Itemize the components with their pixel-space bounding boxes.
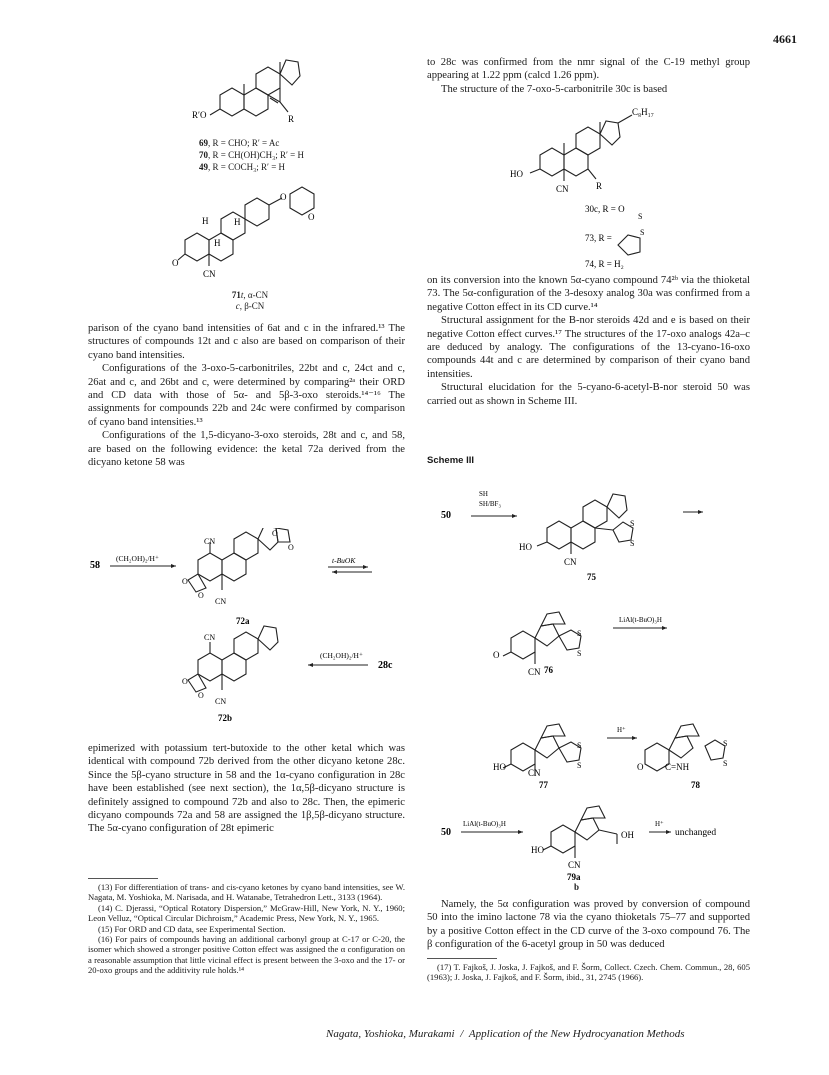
compound-30c-label: 30c, R = O [585,204,625,214]
reagent-label: (CH₂OH)₂/H⁺ [320,651,363,660]
paragraph: Structural assignment for the B-nor steroids 42d and e is based on their negative Cotton effect curves.¹⁷ The structures of the 17-oxo analogs 42a–c are deduced by analogy. The configurations of the 13-cyano-16-oxo compounds 44t and c are determined by comparison of their cyano band intensities. [427,315,750,380]
footnote: (13) For differentiation of trans- and cis-cyano ketones by cyano band intensities, see W. Nagata, M. Yoshioka, M. Narisada, and H. Watanabe, Tetrahedron Lett., 3133 (1964). [88,882,405,903]
footnote: (16) For pairs of compounds having an additional carbonyl group at C-17 or C-20, the isomer which showed a stronger positive Cotton effect was assigned the α configuration on a reasonable assumption that little vicinal effect is present between the 3-oxo and the 17- or 20-oxo groups and the additivity rule holds.¹⁴ [88,934,405,976]
imino-group: C=NH [665,762,690,772]
o-atom: O [637,762,644,772]
right-text-block-2 [427,274,750,408]
s-atom: S [630,519,635,528]
paragraph: to 28c was confirmed from the nmr signal of the C-19 methyl group appearing at 1.22 ppm (calcd 1.26 ppm). [427,57,750,82]
o-atom: O [198,691,204,700]
left-text-block-2 [88,742,405,836]
cn-group: CN [215,697,227,706]
compound-79b-label: b [574,882,580,892]
running-head-authors: Nagata, Yoshioka, Murakami [326,1028,455,1040]
o-atom: O [172,258,179,268]
s-atom: S [723,739,728,748]
ho-group: HO [510,169,523,179]
r-atom: R [288,114,295,124]
o-atom: O [272,529,278,538]
compound-69-label: 69, R = CHO; R′ = Ac [199,138,280,148]
paragraph: Configurations of the 1,5-dicyano-3-oxo steroids, 28t and c, and 58, are based on the following evidence: the ketal 72a derived from the dicyano ketone 58 was [88,430,405,469]
reagent-label: LiAl(t-BuO)₃H [619,616,662,624]
structure-30c-73-74 [500,95,700,280]
compound-71-label: 71t, α-CN [231,290,269,300]
s-atom: S [640,228,645,237]
footnote: (17) T. Fajkoš, J. Joska, J. Fajkoš, and F. Šorm, Collect. Czech. Chem. Commun., 28, 605 (1963); J. Joska, J. Fajkoš, and F. Šorm, ibid., 31, 2745 (1966). [427,962,750,983]
o-atom: O [493,650,500,660]
reagent-label: H⁺ [617,726,626,734]
s-atom: S [723,759,728,768]
unchanged-label: unchanged [675,828,717,838]
cn-group: CN [528,667,541,677]
cn-group: CN [215,597,227,606]
compound-76-label: 76 [544,665,553,675]
h-atom: H [202,216,209,226]
compound-50-label: 50 [441,827,451,838]
page-number: 4661 [773,32,797,46]
paragraph: on its conversion into the known 5α-cyano compound 74²ᵇ via the thioketal 73. The 5α-configuration of the 3-desoxy analog 30a was confirmed from a negative Cotton effect in its CD curve.¹⁴ [427,275,750,313]
structure-69-70-49 [190,40,320,130]
structure-71 [170,178,335,288]
compound-74-label: 74, R = H₂ [585,259,624,269]
footnotes-right [427,962,750,983]
o-atom: O [182,677,188,686]
compound-58-label: 58 [90,560,100,571]
footnote-divider [88,878,158,879]
compound-79a-label: 79a [567,872,581,882]
paragraph: The structure of the 7-oxo-5-carbonitrile 30c is based [441,83,668,95]
o-atom: O [288,543,294,552]
compound-78-label: 78 [691,780,700,790]
scheme-72-ketal [88,528,405,728]
reagent-label: (CH₂OH)₂/H⁺ [116,554,159,563]
s-atom: S [577,629,582,638]
footnote-divider [427,958,497,959]
s-atom: S [630,539,635,548]
footnote: (15) For ORD and CD data, see Experimental Section. [98,923,286,934]
cn-group: CN [528,768,541,778]
reagent-label: t-BuOK [332,556,356,565]
scheme-iii [427,468,750,888]
paragraph: parison of the cyano band intensities of 6at and c in the infrared.¹³ The structures of compounds 12t and c also are based on comparison of their cyano band intensities. [88,323,405,361]
compound-75-label: 75 [587,572,596,582]
o-atom: O [198,591,204,600]
compound-49-label: 49, R = COCH₃; R′ = H [199,162,286,172]
cn-group: CN [568,860,581,870]
s-atom: S [577,761,582,770]
compound-73-label: 73, R = [585,233,612,243]
h-atom: H [234,217,241,227]
compound-50-label: 50 [441,510,451,521]
ho-group: HO [531,845,544,855]
footnote: (14) C. Djerassi, “Optical Rotatory Dispersion,” McGraw-Hill, New York, N. Y., 1960; Leon Velluz, “Optical Circular Dichroism,” Academic Press, New York, N. Y., 1965. [88,902,405,924]
cn-group: CN [204,537,216,546]
s-atom: S [577,649,582,658]
o-atom: O [308,212,315,222]
s-atom: S [638,212,643,221]
right-text-block-3 [427,898,750,952]
r-atom: R [596,181,603,191]
o-atom: O [182,577,188,586]
reagent-label: SH/BF₃ [479,500,501,508]
running-head [326,1028,685,1040]
s-atom: S [577,741,582,750]
compound-72a-label: 72a [236,616,250,626]
oh-group: OH [621,830,634,840]
reagent-label: LiAl(t-BuO)₃H [463,820,506,828]
compound-72b-label: 72b [218,713,233,723]
left-text-block-1 [88,322,405,469]
right-text-block-1 [427,56,750,96]
cn-group: CN [204,633,216,642]
footnotes-left [88,882,405,976]
h-atom: H [214,238,221,248]
reagent-label: H⁺ [655,820,664,828]
compound-71c-label: c, β-CN [235,301,265,311]
ro-atom: R′O [192,110,207,120]
cn-group: CN [564,557,577,567]
c8h17-group: C₈H₁₇ [632,107,654,117]
paragraph: Namely, the 5α configuration was proved by conversion of compound 50 into the imino lactone 78 via the cyano thioketals 75–77 and supported by a positive Cotton effect in the CD curve of the 3-oxo compound 76. The β configuration of the 6-acetyl group in 50 was deduced [427,899,750,951]
running-head-separator: / [460,1028,464,1040]
o-atom: O [280,192,287,202]
reagent-label: SH [479,490,488,498]
cn-group: CN [556,184,569,194]
compound-28c-label: 28c [378,660,393,671]
scheme-title: Scheme III [427,455,474,466]
ho-group: HO [493,762,506,772]
cn-group: CN [203,269,216,279]
paragraph: Structural elucidation for the 5-cyano-6-acetyl-B-nor steroid 50 was carried out as shown in Scheme III. [427,382,750,407]
running-head-title: Application of the New Hydrocyanation Methods [468,1028,685,1040]
compound-77-label: 77 [539,780,548,790]
ho-group: HO [519,542,532,552]
paragraph: Configurations of the 3-oxo-5-carbonitriles, 22bt and c, 24ct and c, 26at and c, and 26bt and c, were determined by comparing²ᵃ their ORD and CD data with those of 5α- and 5β-3-oxo steroids.¹⁴⁻¹⁶ The assignments for compounds 22b and 24c were confirmed by comparison of cyano band intensities.¹³ [88,363,405,428]
paragraph: epimerized with potassium tert-butoxide to the other ketal which was identical with compound 72b derived from the other dicyano ketone 28c. Since the 5β-cyano structure in 58 and the 1α-cyano configuration in 28c have been established (see next section), the 1α,5β-dicyano structure is definitely assigned to compound 72b and also to 28c. Then, the epimeric dicyano compounds 72a and 58 are assigned the 1β,5β-dicyano structure. The 5α-cyano configuration of 28t epimeric [88,743,405,835]
compound-70-label: 70, R = CH(OH)CH₃; R′ = H [199,150,305,160]
